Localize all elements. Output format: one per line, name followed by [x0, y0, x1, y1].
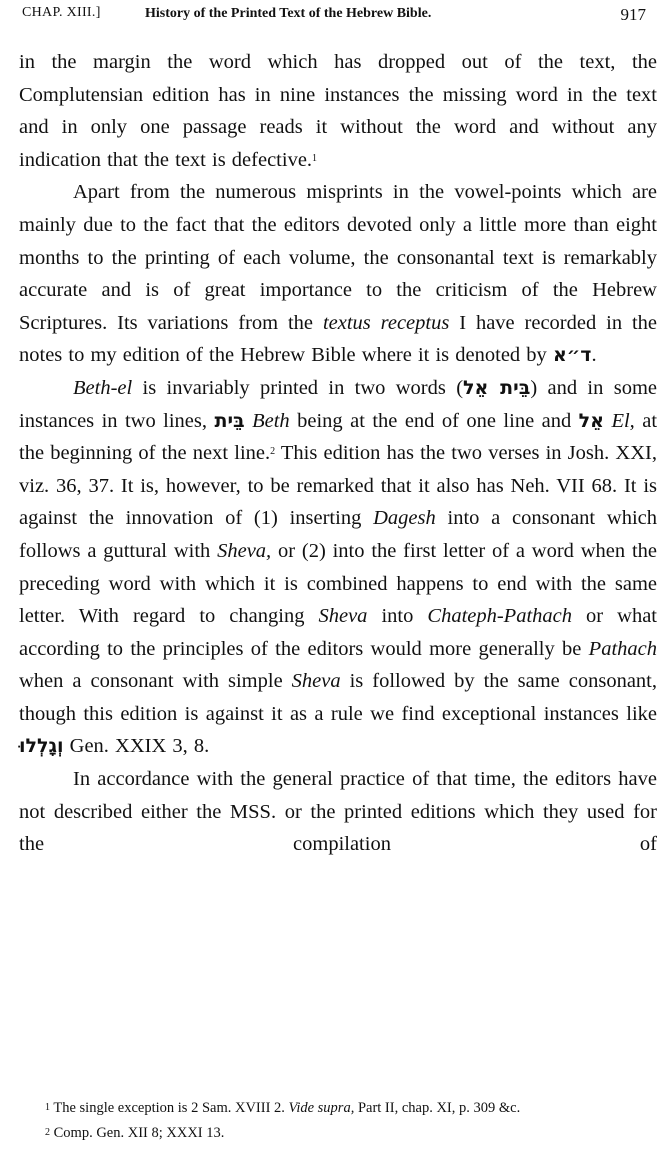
- p3-s1: is invariably printed in two words (: [132, 376, 464, 399]
- dagesh-term: Dagesh: [373, 507, 436, 530]
- paragraph-4: [19, 763, 657, 861]
- p3-s6: into a consonant which follows a guttural with: [19, 507, 657, 562]
- paragraph-2-text-a: Apart from the numerous misprints in the vowel-points which are mainly due to the fact that the editors devoted only a little more than eight months to the printing of each volume, the consonantal text is remarkably accurate and is of great importance to the criticism of the Hebrew Scriptures. Its variations from the: [19, 181, 657, 334]
- paragraph-2: [19, 176, 657, 372]
- p3-s8: into: [367, 605, 428, 628]
- running-title: History of the Printed Text of the Hebrew Bible.: [145, 6, 432, 21]
- hebrew-beth-el: בֵּית אֵל: [463, 376, 531, 399]
- footnote-1-text-b: Part II, chap. XI, p. 309 &c.: [354, 1100, 521, 1116]
- paragraph-1: [19, 46, 657, 176]
- chapter-label: CHAP. XIII.]: [22, 5, 101, 20]
- hebrew-vegalelu: וְגָלְלוּ: [19, 735, 64, 758]
- sheva-term-3: Sheva: [291, 670, 341, 693]
- footnote-1: [19, 1097, 655, 1120]
- paragraph-3: [19, 372, 657, 763]
- main-text: [19, 46, 657, 861]
- chateph-pathach-term: Chateph-Pathach: [427, 605, 573, 628]
- p3-s4: at the beginning of the next line.: [19, 409, 658, 465]
- paragraph-2-text-b: I have recorded in the notes to my edition of the Hebrew Bible where it is denoted by: [19, 311, 658, 367]
- footnote-2-text: Comp. Gen. XII 8; XXXI 13.: [50, 1125, 225, 1141]
- beth-term: Beth: [252, 409, 290, 432]
- hebrew-el: אֵל: [578, 409, 604, 432]
- p3-s12: Gen. XXIX 3, 8.: [63, 735, 210, 758]
- p3-s2: ) and in some instances in two lines,: [19, 376, 657, 432]
- paragraph-1-text: in the margin the word which has dropped out of the text, the Complutensian edition has in nine instances the missing word in the text and in only one passage reads it without the word and without any indication that the text is defective.: [19, 51, 657, 171]
- p3-s3: being at the end of one line and: [289, 409, 579, 432]
- hebrew-beth: בֵּית: [214, 409, 245, 432]
- vide-supra-term: Vide supra,: [288, 1100, 355, 1116]
- beth-el-term: Beth-el: [73, 376, 133, 399]
- p3-s10: when a consonant with simple: [19, 670, 292, 693]
- footnote-ref-1: 1: [312, 152, 318, 164]
- sheva-term-2: Sheva: [318, 605, 368, 628]
- running-header: [22, 5, 646, 31]
- footnotes: [19, 1097, 655, 1145]
- textus-receptus-term: textus receptus: [322, 311, 450, 334]
- paragraph-2-text-c: .: [591, 344, 597, 367]
- p3-s9: or what according to the principles of the editors would more generally be: [19, 605, 657, 660]
- paragraph-4-text: In accordance with the general practice of that time, the editors have not described either the MSS. or the printed editions which they used for the compilation of: [19, 768, 657, 856]
- hebrew-abbreviation: ד״א: [552, 344, 592, 367]
- p3-s11: is followed by the same consonant, though this edition is against it as a rule we find exceptional instances like: [19, 670, 657, 725]
- footnote-1-mark: 1: [45, 1102, 50, 1113]
- p3-s5: This edition has the two verses in Josh. XXI, viz. 36, 37. It is, however, to be remarked that it also has Neh. VII 68. It is against the innovation of (1) inserting: [19, 442, 657, 530]
- footnote-1-text-a: The single exception is 2 Sam. XVIII 2.: [50, 1100, 289, 1116]
- el-term: El,: [611, 409, 635, 432]
- footnote-2-mark: 2: [45, 1127, 50, 1138]
- sheva-term-1: Sheva,: [217, 539, 272, 562]
- p3-s7: or (2) into the first letter of a word when the preceding word with which it is combined happens to end with the same letter. With regard to changing: [19, 539, 657, 628]
- footnote-ref-2: 2: [270, 446, 276, 458]
- pathach-term: Pathach: [588, 637, 657, 660]
- page-number: 917: [620, 5, 646, 24]
- footnote-2: [19, 1122, 655, 1145]
